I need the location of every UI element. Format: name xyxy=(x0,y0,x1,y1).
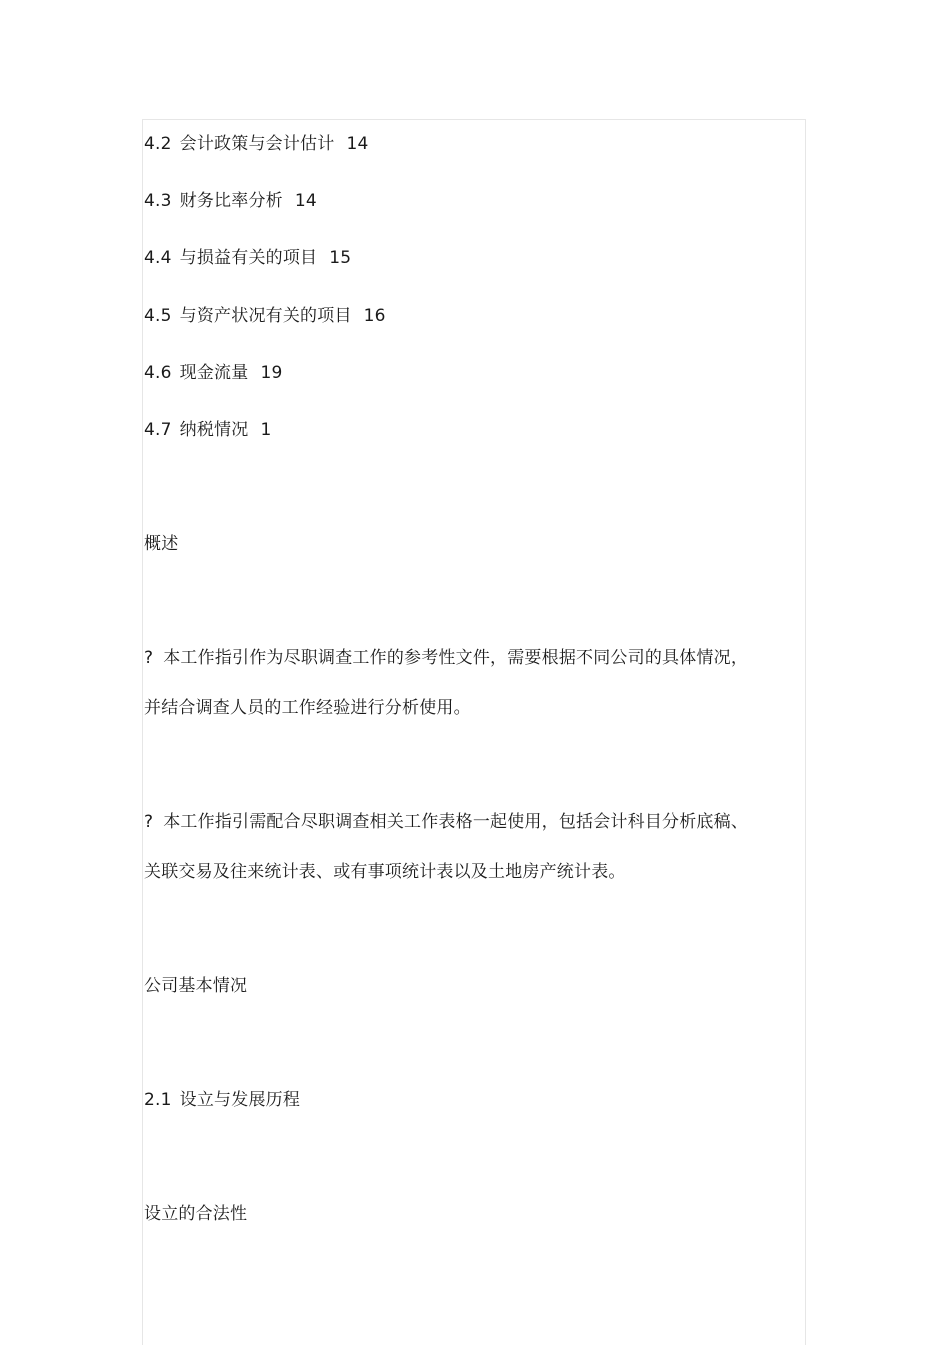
toc-page: 1 xyxy=(260,420,272,440)
toc-number: 4.5 xyxy=(144,306,172,326)
subsubsection-heading: 设立的合法性 xyxy=(144,1204,248,1224)
toc-title: 会计政策与会计估计 xyxy=(179,134,335,154)
toc-number: 4.4 xyxy=(144,248,172,268)
paragraph-text: 本工作指引需配合尽职调查相关工作表格一起使用，包括会计科目分析底稿、 xyxy=(163,812,749,832)
toc-number: 4.6 xyxy=(144,363,172,383)
bullet-paragraph-1-line-1 xyxy=(144,647,748,669)
bullet-mark: ? xyxy=(144,648,154,668)
toc-item-4-4[interactable] xyxy=(144,247,351,269)
bullet-mark: ? xyxy=(144,812,154,832)
toc-page: 16 xyxy=(363,306,386,326)
bullet-paragraph-2-line-2: 关联交易及往来统计表、或有事项统计表以及土地房产统计表。 xyxy=(144,862,626,882)
bullet-paragraph-2-line-1 xyxy=(144,811,748,833)
paragraph-text: 本工作指引作为尽职调查工作的参考性文件，需要根据不同公司的具体情况， xyxy=(163,648,749,668)
subsection-heading-2-1 xyxy=(144,1089,300,1111)
toc-item-4-2[interactable] xyxy=(144,133,369,155)
toc-page: 19 xyxy=(260,363,283,383)
toc-page: 15 xyxy=(329,248,352,268)
toc-item-4-5[interactable] xyxy=(144,305,386,327)
section-heading-overview: 概述 xyxy=(144,534,179,554)
bullet-paragraph-1-line-2: 并结合调查人员的工作经验进行分析使用。 xyxy=(144,698,471,718)
toc-item-4-6[interactable] xyxy=(144,362,283,384)
toc-title: 财务比率分析 xyxy=(179,191,283,211)
toc-title: 现金流量 xyxy=(179,363,249,383)
toc-title: 纳税情况 xyxy=(179,420,249,440)
page-frame xyxy=(142,119,806,1345)
toc-title: 与资产状况有关的项目 xyxy=(179,306,352,326)
toc-title: 与损益有关的项目 xyxy=(179,248,318,268)
toc-item-4-3[interactable] xyxy=(144,190,317,212)
toc-number: 4.7 xyxy=(144,420,172,440)
toc-number: 4.3 xyxy=(144,191,172,211)
toc-number: 4.2 xyxy=(144,134,172,154)
toc-item-4-7[interactable] xyxy=(144,419,271,441)
section-heading-company: 公司基本情况 xyxy=(144,976,248,996)
toc-page: 14 xyxy=(346,134,369,154)
toc-page: 14 xyxy=(294,191,317,211)
subsection-number: 2.1 xyxy=(144,1090,172,1110)
subsection-title: 设立与发展历程 xyxy=(179,1090,301,1110)
